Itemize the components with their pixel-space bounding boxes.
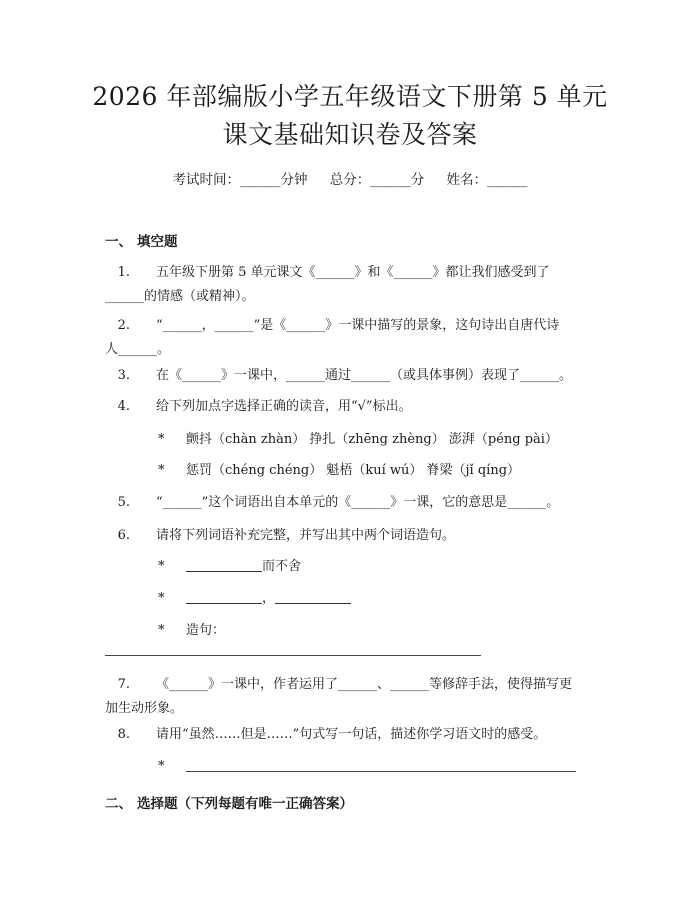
question-6-item-2 [158,589,351,609]
pinyin-options: 颤抖（chàn zhàn） 挣扎（zhēng zhèng） 澎湃（péng pài） [186,432,558,447]
question-text: 在《______》一课中，______通过______（或具体事例）表现了______。 [156,368,573,383]
question-text: “______”这个词语出自本单元的《______》一课，它的意思是______。 [156,495,560,510]
question-2 [105,314,600,362]
answer-line[interactable] [186,771,576,772]
question-number: 7. [117,677,130,692]
bullet-star: * [158,623,165,638]
question-6 [105,524,600,548]
bullet-star: * [158,463,165,478]
answer-line[interactable] [105,655,481,656]
question-8 [105,723,600,747]
bullet-star: * [158,432,165,447]
section-heading [105,230,178,250]
question-number: 3. [117,368,130,383]
sentence-label: 造句： [186,623,226,638]
section-number: 二、 [105,796,132,812]
question-number: 6. [117,528,130,543]
bullet-star: * [158,591,165,606]
question-6-item-1 [158,557,301,577]
section-number: 一、 [105,234,132,250]
bullet-star: * [158,759,165,774]
question-number: 8. [117,727,130,742]
question-number: 1. [117,265,130,280]
bullet-star: * [158,559,165,574]
question-text: 五年级下册第 5 单元课文《______》和《______》都让我们感受到了 [156,265,550,280]
question-number: 5. [117,495,130,510]
question-4 [105,395,600,419]
idiom-suffix: 而不舍 [262,559,302,574]
question-text: 请将下列词语补充完整，并写出其中两个词语造句。 [156,528,456,543]
separator: ， [262,591,276,606]
student-name: 姓名：______ [446,172,528,188]
pinyin-options: 惩罚（chéng chéng） 魁梧（kuí wú） 脊梁（jǐ qíng） [186,463,521,478]
answer-blank[interactable] [186,589,262,604]
question-4-option-row-1 [158,430,558,450]
section-title: 选择题（下列每题有唯一正确答案） [137,796,353,812]
question-1 [105,261,600,309]
question-text: 《______》一课中，作者运用了______、______等修辞手法，使得描写更 [156,677,573,692]
question-text-cont: ______的情感（或精神）。 [105,289,255,304]
question-number: 4. [117,399,130,414]
question-number: 2. [117,318,130,333]
question-text-cont: 加生动形象。 [105,701,184,716]
question-text: 给下列加点字选择正确的读音，用“√”标出。 [156,399,412,414]
question-7 [105,673,600,721]
question-text-cont: 人______。 [105,342,171,357]
question-8-answer [158,757,186,777]
exam-time: 考试时间：______分钟 [172,172,308,188]
question-4-option-row-2 [158,461,520,481]
question-6-item-3 [158,621,225,641]
question-3 [105,364,600,388]
doc-title-line1: 2026 年部编版小学五年级语文下册第 5 单元 [92,82,608,111]
question-5 [105,491,600,515]
section-title: 填空题 [137,234,178,250]
doc-title-line2: 课文基础知识卷及答案 [222,120,478,149]
exam-info [0,168,700,188]
exam-score: 总分：______分 [329,172,425,188]
question-text: 请用“虽然……但是……”句式写一句话，描述你学习语文时的感受。 [156,727,547,742]
answer-blank[interactable] [275,589,351,604]
section-heading [105,792,353,812]
answer-blank[interactable] [186,557,262,572]
question-text: “______，______”是《______》一课中描写的景象，这句诗出自唐代诗 [156,318,560,333]
